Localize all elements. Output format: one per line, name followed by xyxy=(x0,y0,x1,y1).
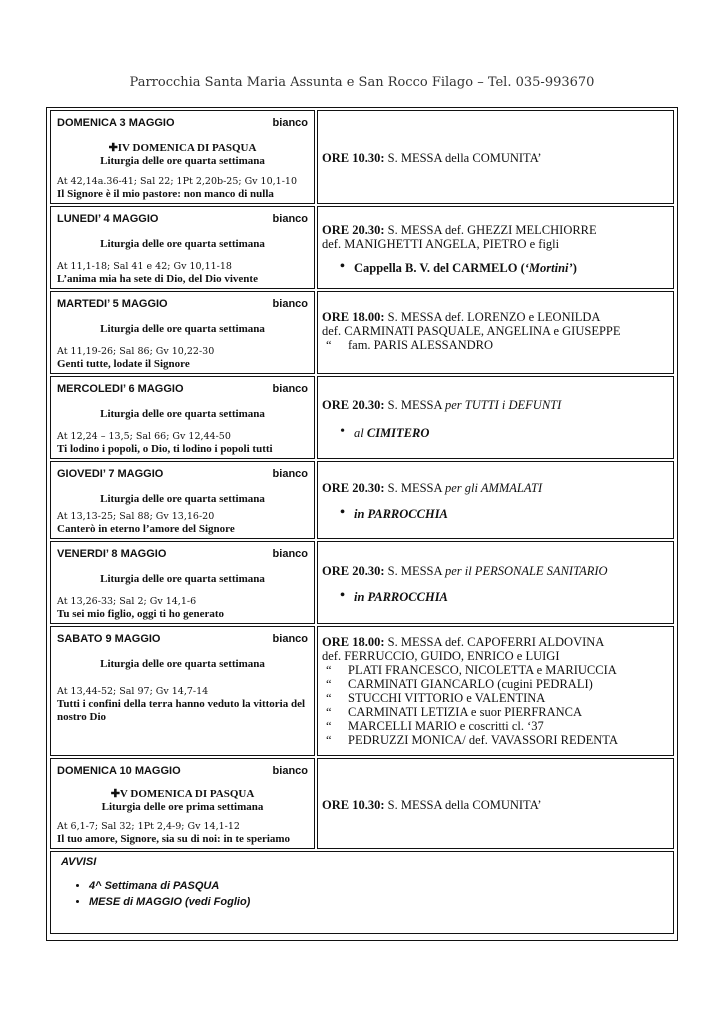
day-info xyxy=(50,758,315,849)
day-row xyxy=(50,626,674,756)
day-title: MARTEDI’ 5 MAGGIO xyxy=(57,298,168,310)
mass-info xyxy=(317,291,674,374)
day-title: DOMENICA 10 MAGGIO xyxy=(57,765,181,777)
liturgy-note: Liturgia delle ore quarta settimana xyxy=(100,573,265,585)
day-row xyxy=(50,291,674,374)
liturgical-color: bianco xyxy=(272,633,308,645)
notices-title: AVVISI xyxy=(61,856,97,868)
mass-time: ORE 18.00: xyxy=(322,635,385,649)
mass-intention: “ STUCCHI VITTORIO e VALENTINA xyxy=(326,691,546,705)
feast-title: ✚V DOMENICA DI PASQUA xyxy=(110,788,255,800)
day-row xyxy=(50,758,674,849)
mass-info xyxy=(317,461,674,539)
readings: At 13,44-52; Sal 97; Gv 14,7-14 xyxy=(57,686,209,697)
location-bullet: • in PARROCCHIA xyxy=(336,507,669,521)
mass-intention: “ CARMINATI LETIZIA e suor PIERFRANCA xyxy=(326,705,583,719)
mass-text: S. MESSA def. CAPOFERRI ALDOVINA xyxy=(384,635,605,649)
liturgical-color: bianco xyxy=(272,117,308,129)
readings: At 6,1-7; Sal 32; 1Pt 2,4-9; Gv 14,1-12 xyxy=(57,821,240,832)
mass-info xyxy=(317,206,674,289)
liturgy-note: Liturgia delle ore quarta settimana xyxy=(100,658,265,670)
day-info xyxy=(50,110,315,204)
location-bullet: • al CIMITERO xyxy=(336,426,669,440)
day-info xyxy=(50,376,315,459)
liturgical-color: bianco xyxy=(272,468,308,480)
day-info xyxy=(50,291,315,374)
mass-info xyxy=(317,376,674,459)
mass-intention: “ MARCELLI MARIO e coscritti cl. ‘37 xyxy=(326,719,544,733)
mass-time: ORE 20.30: xyxy=(322,481,385,495)
liturgical-color: bianco xyxy=(272,765,308,777)
antiphon: Tu sei mio figlio, oggi ti ho generato xyxy=(57,608,225,620)
notices-list xyxy=(61,878,663,910)
notice-item: • MESE di MAGGIO (vedi Foglio) xyxy=(89,894,663,910)
mass-time: ORE 10.30: xyxy=(322,797,385,812)
parish-header: Parrocchia Santa Maria Assunta e San Rocco Filago – Tel. 035-993670 xyxy=(129,75,595,90)
mass-time: ORE 10.30: xyxy=(322,151,385,165)
mass-intention: per il PERSONALE SANITARIO xyxy=(444,563,608,578)
mass-info xyxy=(317,110,674,204)
feast-title: ✚IV DOMENICA DI PASQUA xyxy=(108,142,257,154)
day-row xyxy=(50,110,674,204)
day-info xyxy=(50,626,315,756)
antiphon: Canterò in eterno l’amore del Signore xyxy=(57,523,235,535)
antiphon: Genti tutte, lodate il Signore xyxy=(57,358,190,370)
readings: At 13,13-25; Sal 88; Gv 13,16-20 xyxy=(57,511,215,522)
liturgical-color: bianco xyxy=(272,383,308,395)
mass-text: S. MESSA def. LORENZO e LEONILDA xyxy=(384,310,601,324)
mass-time: ORE 20.30: xyxy=(322,222,385,237)
liturgical-color: bianco xyxy=(272,298,308,310)
day-info xyxy=(50,206,315,289)
antiphon: L’anima mia ha sete di Dio, del Dio vivente xyxy=(57,273,258,285)
readings: At 12,24 – 13,5; Sal 66; Gv 12,44-50 xyxy=(57,431,231,442)
liturgical-color: bianco xyxy=(272,548,308,560)
mass-text: S. MESSA xyxy=(384,563,445,578)
liturgical-color: bianco xyxy=(272,213,308,225)
location-bullet: • Cappella B. V. del CARMELO (‘Mortini’) xyxy=(336,261,669,275)
liturgy-note: Liturgia delle ore prima settimana xyxy=(101,801,264,813)
day-title: MERCOLEDI’ 6 MAGGIO xyxy=(57,383,184,395)
mass-info xyxy=(317,541,674,624)
liturgy-note: Liturgia delle ore quarta settimana xyxy=(100,493,265,505)
mass-text: S. MESSA def. GHEZZI MELCHIORRE xyxy=(384,222,597,237)
liturgy-note: Liturgia delle ore quarta settimana xyxy=(100,323,265,335)
antiphon: Ti lodino i popoli, o Dio, ti lodino i popoli tutti xyxy=(57,443,273,455)
notice-item: • 4^ Settimana di PASQUA xyxy=(89,878,663,894)
day-title: LUNEDI’ 4 MAGGIO xyxy=(57,213,159,225)
mass-text: S. MESSA della COMUNITA’ xyxy=(384,797,542,812)
mass-time: ORE 20.30: xyxy=(322,563,385,578)
mass-intention: per gli AMMALATI xyxy=(444,481,543,495)
day-title: DOMENICA 3 MAGGIO xyxy=(57,117,175,129)
mass-info xyxy=(317,626,674,756)
mass-text: S. MESSA xyxy=(384,397,445,412)
mass-intention: “ fam. PARIS ALESSANDRO xyxy=(326,338,494,352)
day-row xyxy=(50,461,674,539)
liturgy-note: Liturgia delle ore quarta settimana xyxy=(100,155,265,167)
readings: At 42,14a.36-41; Sal 22; 1Pt 2,20b-25; Gv 10,1-10 xyxy=(57,176,298,187)
day-title: VENERDI’ 8 MAGGIO xyxy=(57,548,167,560)
mass-time: ORE 20.30: xyxy=(322,397,385,412)
mass-text: S. MESSA della COMUNITA’ xyxy=(384,151,542,165)
liturgy-note: Liturgia delle ore quarta settimana xyxy=(100,408,265,420)
mass-time: ORE 18.00: xyxy=(322,310,385,324)
day-info xyxy=(50,541,315,624)
antiphon: Il Signore è il mio pastore: non manco di nulla xyxy=(57,188,274,200)
location-bullet: • in PARROCCHIA xyxy=(336,590,669,604)
mass-intention: def. CARMINATI PASQUALE, ANGELINA e GIUSEPPE xyxy=(322,324,621,338)
schedule-frame xyxy=(46,107,678,941)
day-row xyxy=(50,541,674,624)
day-row xyxy=(50,376,674,459)
day-title: SABATO 9 MAGGIO xyxy=(57,633,161,645)
day-info xyxy=(50,461,315,539)
mass-text: S. MESSA xyxy=(384,481,445,495)
antiphon: Tutti i confini della terra hanno veduto la vittoria del nostro Dio xyxy=(57,698,306,723)
mass-info xyxy=(317,758,674,849)
liturgy-note: Liturgia delle ore quarta settimana xyxy=(100,238,265,250)
mass-intention: “ PEDRUZZI MONICA/ def. VAVASSORI REDENTA xyxy=(326,733,618,747)
day-row xyxy=(50,206,674,289)
mass-intention: def. FERRUCCIO, GUIDO, ENRICO e LUIGI xyxy=(322,649,560,663)
day-title: GIOVEDI’ 7 MAGGIO xyxy=(57,468,164,480)
mass-intention: “ CARMINATI GIANCARLO (cugini PEDRALI) xyxy=(326,677,593,691)
notices-box xyxy=(50,851,674,934)
readings: At 11,19-26; Sal 86; Gv 10,22-30 xyxy=(57,346,215,357)
readings: At 11,1-18; Sal 41 e 42; Gv 10,11-18 xyxy=(57,261,232,272)
readings: At 13,26-33; Sal 2; Gv 14,1-6 xyxy=(57,596,197,607)
mass-intention: “ PLATI FRANCESCO, NICOLETTA e MARIUCCIA xyxy=(326,663,617,677)
mass-intention: per TUTTI i DEFUNTI xyxy=(444,397,562,412)
antiphon: Il tuo amore, Signore, sia su di noi: in te speriamo xyxy=(57,833,291,845)
mass-intention: def. MANIGHETTI ANGELA, PIETRO e figli xyxy=(322,236,560,251)
